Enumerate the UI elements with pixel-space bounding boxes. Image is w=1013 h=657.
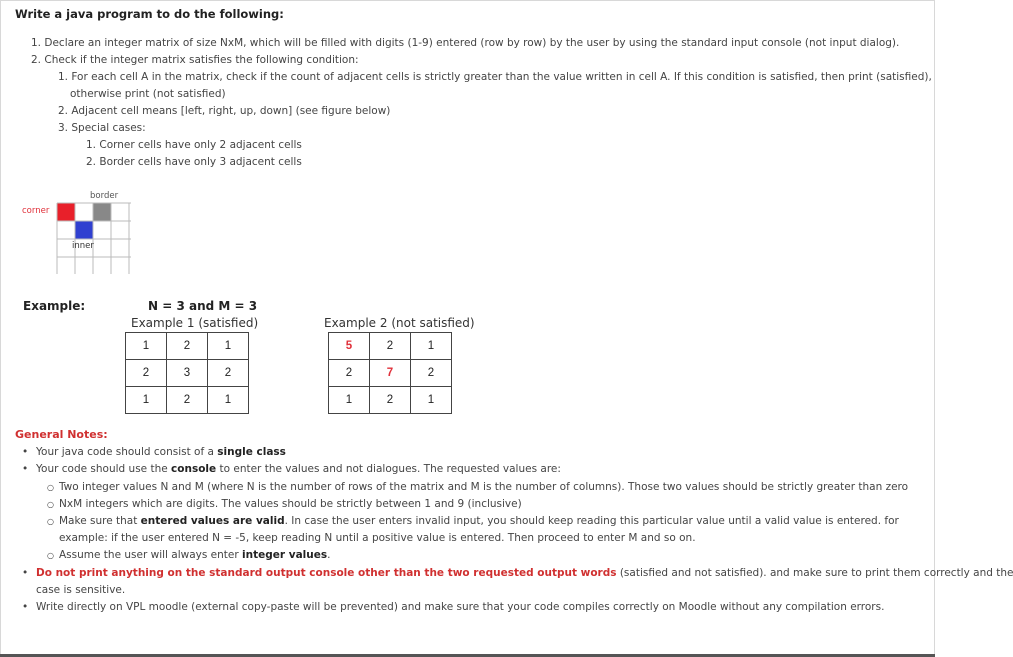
matrix-cell-highlighted: 5 bbox=[329, 333, 370, 360]
bullet-icon: • bbox=[22, 567, 29, 579]
note-sub-valid-cont: example: if the user entered N = -5, keep reading N until a positive value is entered. Then proceed to enter M and so on. bbox=[59, 532, 696, 544]
figure-corner-label: corner bbox=[22, 206, 50, 216]
step-1 bbox=[31, 37, 899, 49]
inner-cell bbox=[75, 221, 93, 239]
adjacency-figure bbox=[55, 202, 135, 276]
step-number: 1. bbox=[86, 139, 97, 151]
step-text: Border cells have only 3 adjacent cells bbox=[99, 156, 302, 168]
page-heading: Write a java program to do the following: bbox=[15, 7, 284, 21]
step-number: 2. bbox=[31, 54, 42, 66]
step-2-3-2 bbox=[86, 156, 302, 168]
figure-inner-label: inner bbox=[72, 241, 94, 251]
matrix-cell: 2 bbox=[208, 360, 249, 387]
circle-bullet-icon: ○ bbox=[47, 517, 54, 526]
step-number: 2. bbox=[86, 156, 97, 168]
notes-title: General Notes: bbox=[15, 428, 108, 441]
matrix-cell: 1 bbox=[208, 387, 249, 414]
bullet-icon: • bbox=[22, 446, 29, 458]
matrix-cell: 2 bbox=[329, 360, 370, 387]
step-2-3-1 bbox=[86, 139, 302, 151]
corner-cell bbox=[57, 203, 75, 221]
step-2-1 bbox=[58, 71, 932, 83]
note-console: • Your code should use the console to enter the values and not dialogues. The requested values are: bbox=[22, 463, 561, 475]
example-dimensions: N = 3 and M = 3 bbox=[148, 299, 258, 313]
step-text: For each cell A in the matrix, check if the count of adjacent cells is strictly greater than the value written in cell A. If this condition is satisfied, then print (satisfied), bbox=[71, 71, 932, 83]
step-number: 2. bbox=[58, 105, 69, 117]
note-sub-integers: ○ Assume the user will always enter integer values. bbox=[47, 549, 331, 561]
matrix-cell: 1 bbox=[126, 333, 167, 360]
matrix-cell: 2 bbox=[167, 387, 208, 414]
matrix-cell: 2 bbox=[370, 387, 411, 414]
matrix-cell: 1 bbox=[208, 333, 249, 360]
matrix-cell: 1 bbox=[411, 333, 452, 360]
step-number: 3. bbox=[58, 122, 69, 134]
note-output-cont: case is sensitive. bbox=[36, 584, 126, 596]
matrix-cell: 2 bbox=[411, 360, 452, 387]
matrix-cell: 1 bbox=[329, 387, 370, 414]
figure-border-label: border bbox=[90, 191, 119, 201]
note-sub-digits: ○ NxM integers which are digits. The values should be strictly between 1 and 9 (inclusive) bbox=[47, 498, 522, 510]
step-text: Special cases: bbox=[71, 122, 146, 134]
circle-bullet-icon: ○ bbox=[47, 551, 54, 560]
border-cell bbox=[93, 203, 111, 221]
step-number: 1. bbox=[58, 71, 69, 83]
matrix-row bbox=[126, 360, 249, 387]
matrix-cell: 1 bbox=[126, 387, 167, 414]
example-2-matrix bbox=[328, 332, 452, 414]
step-text: Declare an integer matrix of size NxM, which will be filled with digits (1-9) entered (row by row) by the user by using the standard input console (not input dialog). bbox=[44, 37, 900, 49]
example-label: Example: bbox=[23, 299, 86, 313]
step-text: Adjacent cell means [left, right, up, down] (see figure below) bbox=[71, 105, 391, 117]
step-number: 1. bbox=[31, 37, 42, 49]
matrix-cell: 3 bbox=[167, 360, 208, 387]
matrix-row bbox=[329, 360, 452, 387]
bullet-icon: • bbox=[22, 463, 29, 475]
example-1-matrix bbox=[125, 332, 249, 414]
step-2-2 bbox=[58, 105, 390, 117]
step-2 bbox=[31, 54, 359, 66]
note-sub-nm: ○ Two integer values N and M (where N is the number of rows of the matrix and M is the number of columns). Those two values should be strictly greater than zero bbox=[47, 481, 909, 493]
matrix-row bbox=[126, 333, 249, 360]
example-1-caption: Example 1 (satisfied) bbox=[131, 316, 259, 330]
circle-bullet-icon: ○ bbox=[47, 500, 54, 509]
matrix-row bbox=[329, 387, 452, 414]
matrix-cell: 2 bbox=[126, 360, 167, 387]
step-text: Check if the integer matrix satisfies the following condition: bbox=[44, 54, 359, 66]
step-2-1-cont: otherwise print (not satisfied) bbox=[70, 88, 226, 100]
note-single-class: • Your java code should consist of a single class bbox=[22, 446, 286, 458]
matrix-row bbox=[126, 387, 249, 414]
matrix-cell: 2 bbox=[370, 333, 411, 360]
matrix-cell: 1 bbox=[411, 387, 452, 414]
matrix-cell-highlighted: 7 bbox=[370, 360, 411, 387]
step-2-3 bbox=[58, 122, 146, 134]
matrix-row bbox=[329, 333, 452, 360]
note-vpl: • Write directly on VPL moodle (external copy-paste will be prevented) and make sure that your code compiles correctly on Moodle without any compilation errors. bbox=[22, 601, 885, 613]
example-2-caption: Example 2 (not satisfied) bbox=[324, 316, 475, 330]
bullet-icon: • bbox=[22, 601, 29, 613]
note-output: • Do not print anything on the standard output console other than the two requested output words (satisfied and not satisfied). and make sure to print them correctly and the bbox=[22, 567, 1013, 579]
step-text: Corner cells have only 2 adjacent cells bbox=[99, 139, 302, 151]
note-sub-valid: ○ Make sure that entered values are valid. In case the user enters invalid input, you should keep reading this particular value until a valid value is entered. for bbox=[47, 515, 899, 527]
circle-bullet-icon: ○ bbox=[47, 483, 54, 492]
matrix-cell: 2 bbox=[167, 333, 208, 360]
